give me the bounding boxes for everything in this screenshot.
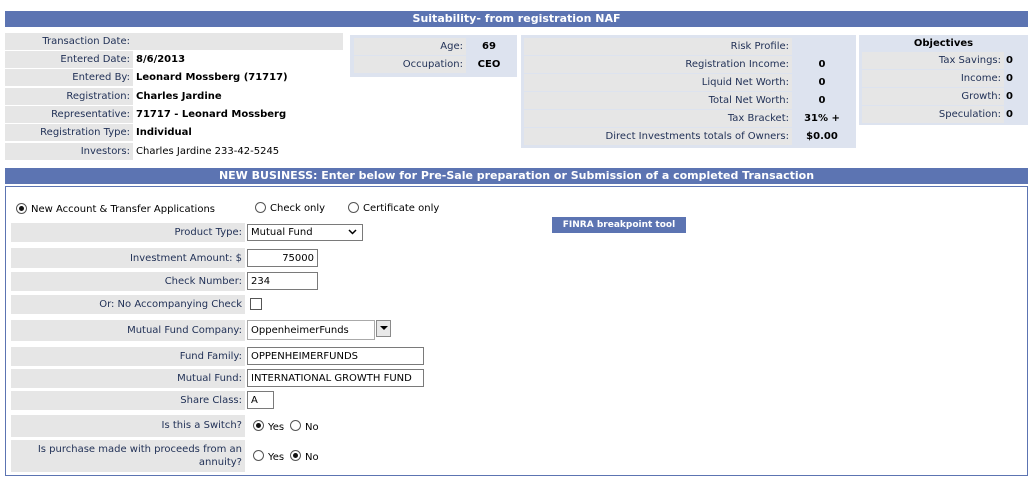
switch-no-radio[interactable] xyxy=(290,420,301,431)
field-label: Transaction Date: xyxy=(5,33,133,50)
field-value: 0 xyxy=(818,77,826,88)
annuity-label-line1: Is purchase made with proceeds from an xyxy=(37,444,242,455)
financial-profile-block xyxy=(521,35,856,148)
objective-value: 0 xyxy=(1006,109,1013,120)
field-value: 0 xyxy=(818,59,826,70)
fund-company-label: Mutual Fund Company: xyxy=(127,325,242,336)
app-type-new-account-radio[interactable] xyxy=(16,203,27,214)
objective-value: 0 xyxy=(1006,55,1013,66)
field-value: $0.00 xyxy=(806,131,838,142)
objective-label: Income: xyxy=(862,70,1004,87)
no-check-label: Or: No Accompanying Check xyxy=(99,299,242,310)
suitability-header: Suitability- from registration NAF xyxy=(5,11,1028,27)
field-entered-date xyxy=(5,51,345,68)
field-value: Charles Jardine xyxy=(136,91,222,102)
field-value: 8/6/2013 xyxy=(136,54,186,65)
field-value: Leonard Mossberg (71717) xyxy=(136,72,288,83)
fund-company-dropdown-button[interactable] xyxy=(376,320,391,337)
new-business-header: NEW BUSINESS: Enter below for Pre-Sale preparation or Submission of a completed Transaction xyxy=(5,168,1028,184)
field-label: Representative: xyxy=(5,106,133,123)
app-type-certificate-only-radio[interactable] xyxy=(348,202,359,213)
app-type-check-only-label: Check only xyxy=(270,203,326,214)
objective-tax-savings xyxy=(862,52,1025,69)
field-value: 71717 - Leonard Mossberg xyxy=(136,109,287,120)
field-transaction-date xyxy=(5,33,345,50)
field-value: CEO xyxy=(477,59,501,70)
share-class-input[interactable] xyxy=(247,391,274,409)
share-class-label: Share Class: xyxy=(180,395,242,406)
field-total-net-worth xyxy=(524,92,853,109)
objective-value: 0 xyxy=(1006,73,1013,84)
field-value: 31% + xyxy=(804,113,840,124)
field-value: Individual xyxy=(136,127,192,138)
field-liquid-net-worth xyxy=(524,74,853,91)
product-type-value: Mutual Fund xyxy=(251,227,313,238)
field-occupation xyxy=(354,56,513,73)
field-age xyxy=(354,38,513,55)
field-label: Occupation: xyxy=(354,56,466,73)
field-label: Direct Investments totals of Owners: xyxy=(524,128,792,145)
annuity-no-label: No xyxy=(305,452,319,463)
field-label: Registration: xyxy=(5,88,133,105)
objective-value: 0 xyxy=(1006,91,1013,102)
field-label: Registration Type: xyxy=(5,124,133,141)
field-registration-income xyxy=(524,56,853,73)
field-value: 69 xyxy=(482,41,496,52)
field-registration xyxy=(5,88,345,105)
objective-speculation xyxy=(862,106,1025,123)
fund-family-input[interactable] xyxy=(247,347,424,365)
annuity-yes-label: Yes xyxy=(268,452,285,463)
chevron-down-icon xyxy=(348,227,357,241)
field-tax-bracket xyxy=(524,110,853,127)
field-label: Tax Bracket: xyxy=(524,110,792,127)
annuity-label xyxy=(11,443,244,469)
switch-no-label: No xyxy=(305,422,319,433)
app-type-certificate-only-label: Certificate only xyxy=(363,203,440,214)
field-entered-by xyxy=(5,69,345,86)
field-label: Liquid Net Worth: xyxy=(524,74,792,91)
objectives-title: Objectives xyxy=(913,38,974,49)
field-value xyxy=(133,33,343,50)
product-type-label: Product Type: xyxy=(174,227,242,238)
check-number-input[interactable] xyxy=(247,272,318,290)
field-representative xyxy=(5,106,345,123)
field-investors xyxy=(5,143,345,160)
objective-label: Tax Savings: xyxy=(862,52,1004,69)
investment-amount-input[interactable] xyxy=(247,249,318,267)
no-check-checkbox[interactable] xyxy=(250,298,262,310)
objective-growth xyxy=(862,88,1025,105)
caret-down-icon xyxy=(380,324,388,335)
fund-company-combobox[interactable]: OppenheimerFunds xyxy=(247,320,375,340)
product-type-select[interactable] xyxy=(247,224,363,241)
annuity-label-line2: annuity? xyxy=(198,457,242,468)
field-label: Risk Profile: xyxy=(524,38,792,55)
mutual-fund-label: Mutual Fund: xyxy=(177,373,242,384)
field-label: Investors: xyxy=(5,143,133,160)
switch-label: Is this a Switch? xyxy=(161,420,242,431)
objective-income xyxy=(862,70,1025,87)
check-number-label: Check Number: xyxy=(164,276,242,287)
objective-label: Speculation: xyxy=(862,106,1004,123)
objective-label: Growth: xyxy=(862,88,1004,105)
objectives-block xyxy=(859,35,1028,125)
app-type-check-only-radio[interactable] xyxy=(255,202,266,213)
client-profile-block xyxy=(350,35,517,77)
field-direct-investments xyxy=(524,128,853,145)
field-value: Charles Jardine 233-42-5245 xyxy=(136,146,280,157)
app-type-new-account-label: New Account & Transfer Applications xyxy=(31,204,215,215)
field-value: 0 xyxy=(818,95,826,106)
field-label: Entered By: xyxy=(5,69,133,86)
field-label: Entered Date: xyxy=(5,51,133,68)
annuity-yes-radio[interactable] xyxy=(253,450,264,461)
switch-yes-label: Yes xyxy=(268,422,285,433)
field-label: Age: xyxy=(354,38,466,55)
field-label: Registration Income: xyxy=(524,56,792,73)
field-risk-profile xyxy=(524,38,853,55)
switch-yes-radio[interactable] xyxy=(253,420,264,431)
fund-family-label: Fund Family: xyxy=(179,351,242,362)
field-value xyxy=(794,38,850,55)
field-registration-type xyxy=(5,124,345,141)
investment-amount-label: Investment Amount: $ xyxy=(129,253,242,264)
field-label: Total Net Worth: xyxy=(524,92,792,109)
mutual-fund-input[interactable] xyxy=(247,369,424,387)
finra-breakpoint-tool-button[interactable]: FINRA breakpoint tool xyxy=(552,217,686,233)
annuity-no-radio[interactable] xyxy=(290,450,301,461)
